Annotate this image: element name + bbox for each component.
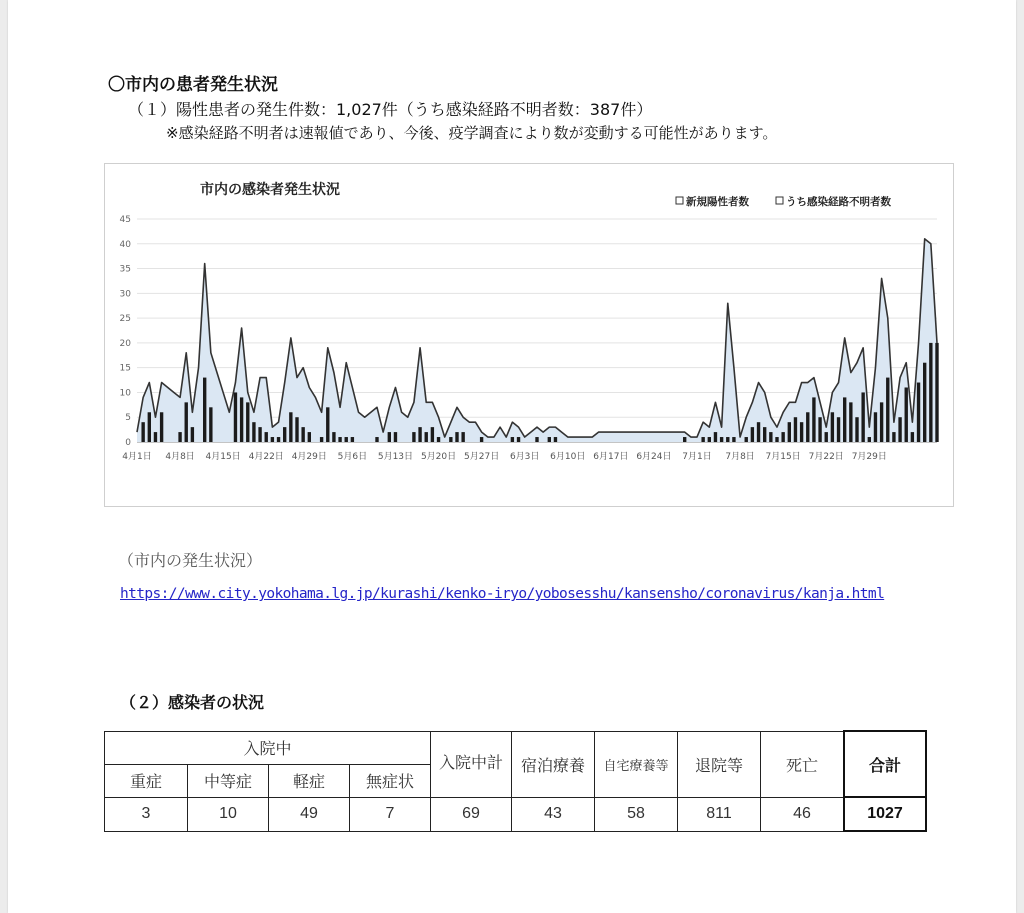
unknown-bar (295, 417, 298, 442)
unknown-bar (831, 412, 834, 442)
x-tick-label: 7月29日 (851, 452, 887, 462)
unknown-bar (271, 437, 274, 442)
unknown-bar (837, 417, 840, 442)
unknown-bar (794, 417, 797, 442)
y-tick-label: 15 (119, 363, 131, 374)
unknown-bar (806, 412, 809, 442)
unknown-bar (923, 363, 926, 442)
y-tick-label: 25 (119, 314, 131, 325)
unknown-bar (812, 397, 815, 442)
unknown-bar (418, 427, 421, 442)
disclaimer-note: ※感染経路不明者は速報値であり、今後、疫学調査により数が変動する可能性があります。 (166, 124, 778, 142)
legend-label-positive: 新規陽性者数 (686, 196, 749, 208)
unknown-bar (258, 427, 261, 442)
y-tick-label: 0 (125, 438, 131, 448)
x-tick-label: 7月8日 (725, 452, 755, 462)
moderate-header: 中等症 (188, 764, 269, 797)
unknown-bar (345, 437, 348, 442)
deaths-value: 46 (761, 797, 845, 831)
unknown-bar (437, 437, 440, 442)
x-tick-label: 7月22日 (808, 452, 844, 462)
unknown-bar (455, 432, 458, 442)
unknown-bar (141, 422, 144, 442)
legend-swatch-unknown (776, 197, 783, 204)
total-header: 合計 (844, 731, 926, 797)
unknown-bar (714, 432, 717, 442)
unknown-bar (935, 343, 938, 442)
unknown-bar (701, 437, 704, 442)
unknown-bar (720, 437, 723, 442)
x-tick-label: 5月27日 (464, 452, 500, 462)
severe-header: 重症 (105, 764, 188, 797)
unknown-bar (388, 432, 391, 442)
chart-svg (105, 164, 953, 506)
x-tick-label: 6月24日 (636, 452, 672, 462)
hotel-header: 宿泊療養 (512, 731, 595, 797)
unknown-bar (326, 407, 329, 442)
total-value: 1027 (844, 797, 926, 831)
x-tick-label: 5月6日 (337, 452, 368, 462)
unknown-bar (818, 417, 821, 442)
unknown-bar (825, 432, 828, 442)
unknown-bar (855, 417, 858, 442)
unknown-bar (843, 397, 846, 442)
x-tick-label: 7月1日 (682, 452, 712, 462)
unknown-bar (301, 427, 304, 442)
unknown-bar (191, 427, 194, 442)
unknown-bar (905, 387, 908, 442)
x-tick-label: 6月17日 (593, 452, 629, 462)
chart-legend (676, 195, 891, 208)
document-page (8, 0, 1016, 913)
unknown-bar (554, 437, 557, 442)
x-tick-label: 4月15日 (205, 452, 241, 462)
unknown-bar (911, 432, 914, 442)
home-value: 58 (595, 797, 678, 831)
y-tick-label: 10 (119, 388, 131, 399)
unknown-bar (178, 432, 181, 442)
unknown-bar (708, 437, 711, 442)
unknown-bar (769, 432, 772, 442)
unknown-bar (246, 402, 249, 442)
unknown-bar (874, 412, 877, 442)
mild-value: 49 (269, 797, 350, 831)
hospitalized-total-header: 入院中計 (431, 731, 512, 797)
patient-status-table (104, 730, 927, 832)
hospitalized-group-header: 入院中 (105, 731, 431, 764)
unknown-bar (751, 427, 754, 442)
unknown-bar (203, 378, 206, 442)
source-link[interactable]: https://www.city.yokohama.lg.jp/kurashi/kenko-iryo/yobosesshu/kansensho/coronavirus/kanja.html (120, 586, 885, 602)
legend-label-unknown: うち感染経路不明者数 (786, 196, 891, 208)
hotel-value: 43 (512, 797, 595, 831)
unknown-bar (160, 412, 163, 442)
x-tick-label: 6月10日 (550, 452, 586, 462)
unknown-bar (763, 427, 766, 442)
severe-value: 3 (105, 797, 188, 831)
unknown-bar (308, 432, 311, 442)
unknown-bar (788, 422, 791, 442)
positive-count-line: （１）陽性患者の発生件数：1,027件（うち感染経路不明者数：387件） (128, 100, 653, 119)
x-tick-label: 6月3日 (509, 452, 540, 462)
y-tick-label: 20 (119, 338, 131, 349)
discharged-header: 退院等 (678, 731, 761, 797)
y-tick-label: 5 (125, 413, 131, 424)
unknown-bar (185, 402, 188, 442)
unknown-bar (209, 407, 212, 442)
unknown-bar (461, 432, 464, 442)
unknown-bar (234, 392, 237, 442)
unknown-bar (289, 412, 292, 442)
y-tick-label: 45 (119, 215, 131, 225)
unknown-bar (425, 432, 428, 442)
unknown-bar (917, 383, 920, 442)
unknown-bar (338, 437, 341, 442)
moderate-value: 10 (188, 797, 269, 831)
infection-chart (104, 163, 954, 507)
unknown-bar (861, 392, 864, 442)
source-label: （市内の発生状況） (118, 551, 263, 570)
unknown-bar (683, 437, 686, 442)
legend-swatch-positive (676, 197, 683, 204)
y-tick-label: 35 (119, 264, 131, 275)
unknown-bar (449, 437, 452, 442)
x-tick-label: 4月22日 (248, 452, 284, 462)
unknown-bar (148, 412, 151, 442)
unknown-bar (517, 437, 520, 442)
unknown-bar (283, 427, 286, 442)
unknown-bar (732, 437, 735, 442)
x-tick-label: 4月29日 (291, 452, 327, 462)
asymptomatic-value: 7 (350, 797, 431, 831)
unknown-bar (320, 437, 323, 442)
y-tick-label: 30 (119, 289, 131, 300)
unknown-bar (929, 343, 932, 442)
unknown-bar (511, 437, 514, 442)
unknown-bar (726, 437, 729, 442)
discharged-value: 811 (678, 797, 761, 831)
unknown-bar (849, 402, 852, 442)
section2-title: （２）感染者の状況 (120, 693, 265, 712)
unknown-bar (886, 378, 889, 442)
unknown-bar (265, 432, 268, 442)
unknown-bar (892, 432, 895, 442)
asymptomatic-header: 無症状 (350, 764, 431, 797)
x-tick-label: 7月15日 (765, 452, 801, 462)
unknown-bar (277, 437, 280, 442)
unknown-bar (757, 422, 760, 442)
y-tick-label: 40 (119, 239, 131, 250)
unknown-bar (154, 432, 157, 442)
unknown-bar (351, 437, 354, 442)
deaths-header: 死亡 (761, 731, 845, 797)
unknown-bar (898, 417, 901, 442)
unknown-bar (775, 437, 778, 442)
unknown-bar (745, 437, 748, 442)
unknown-bar (480, 437, 483, 442)
unknown-bar (240, 397, 243, 442)
unknown-bar (781, 432, 784, 442)
x-tick-label: 5月13日 (377, 452, 414, 462)
unknown-bar (375, 437, 378, 442)
unknown-bar (800, 422, 803, 442)
unknown-bar (332, 432, 335, 442)
home-header: 自宅療養等 (595, 731, 678, 797)
positive-area (137, 239, 937, 442)
unknown-bar (535, 437, 538, 442)
mild-header: 軽症 (269, 764, 350, 797)
unknown-bar (412, 432, 415, 442)
x-tick-label: 4月1日 (122, 452, 152, 462)
unknown-bar (868, 437, 871, 442)
hospitalized-total-value: 69 (431, 797, 512, 831)
x-tick-label: 4月8日 (165, 452, 195, 462)
unknown-bar (431, 427, 434, 442)
unknown-bar (880, 402, 883, 442)
page-title: 〇市内の患者発生状況 (108, 75, 278, 95)
unknown-bar (252, 422, 255, 442)
unknown-bar (394, 432, 397, 442)
chart-title: 市内の感染者発生状況 (200, 182, 340, 198)
x-tick-label: 5月20日 (420, 452, 457, 462)
unknown-bar (548, 437, 551, 442)
